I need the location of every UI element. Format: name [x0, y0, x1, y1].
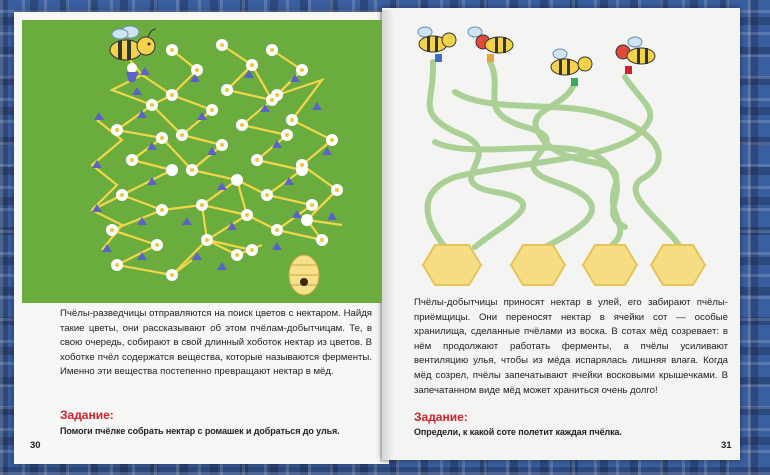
bee-1-icon — [418, 27, 456, 62]
honeycomb-cell-1[interactable] — [423, 245, 481, 285]
bee-3-icon — [551, 49, 592, 86]
honeycomb-cell-3[interactable] — [583, 245, 637, 285]
beehive-icon — [289, 255, 319, 295]
bee-icon — [110, 26, 156, 60]
flower-maze-panel — [22, 20, 382, 303]
right-page-number: 31 — [721, 440, 732, 451]
flower-basket-icon — [126, 63, 138, 82]
right-task-text: Определи, к какой соте полетит каждая пчёлка. — [414, 427, 622, 437]
left-page-number: 30 — [30, 440, 41, 451]
right-paragraph: Пчёлы-добытчицы приносят нектар в улей, его забирают пчёлы-приёмщицы. Они переносят нектар в ячейки сот — особые хранилища, сделанные пчёлами из воска. В сотах мёд созревает: в нём продолжают работать ферменты, а пчёлы усиливают вентиляцию улья, чтобы из мёда испарялась лишняя влага. Когда мёд созрел, пчёлы запечатывают ячейки восковыми крышечками. В запечатанном виде мёд может храниться очень долго! — [414, 297, 728, 396]
left-task-text: Помоги пчёлке собрать нектар с ромашек и добраться до улья. — [60, 426, 340, 436]
honeycomb-cell-4[interactable] — [651, 245, 705, 285]
left-task-heading: Задание: — [60, 408, 114, 422]
bee-4-icon — [616, 37, 655, 74]
honeycomb-cell-2[interactable] — [511, 245, 565, 285]
left-paragraph: Пчёлы-разведчицы отправляются на поиск цветов с нектаром. Найдя такие цветы, они рассказывают об этом пчёлам-добытчицам. Те, в свою очередь, собирают в свой длинный хоботок нектар из цветов. В хоботке пчёл содержатся вещества, которые называются ферменты. Именно эти вещества постепенно превращают нектар в мёд. — [60, 308, 372, 378]
flower-maze[interactable] — [22, 20, 382, 303]
book-spine — [380, 10, 394, 462]
right-task-heading: Задание: — [414, 410, 468, 424]
bee-2-icon — [468, 27, 513, 62]
bee-paths-puzzle[interactable] — [395, 12, 735, 292]
